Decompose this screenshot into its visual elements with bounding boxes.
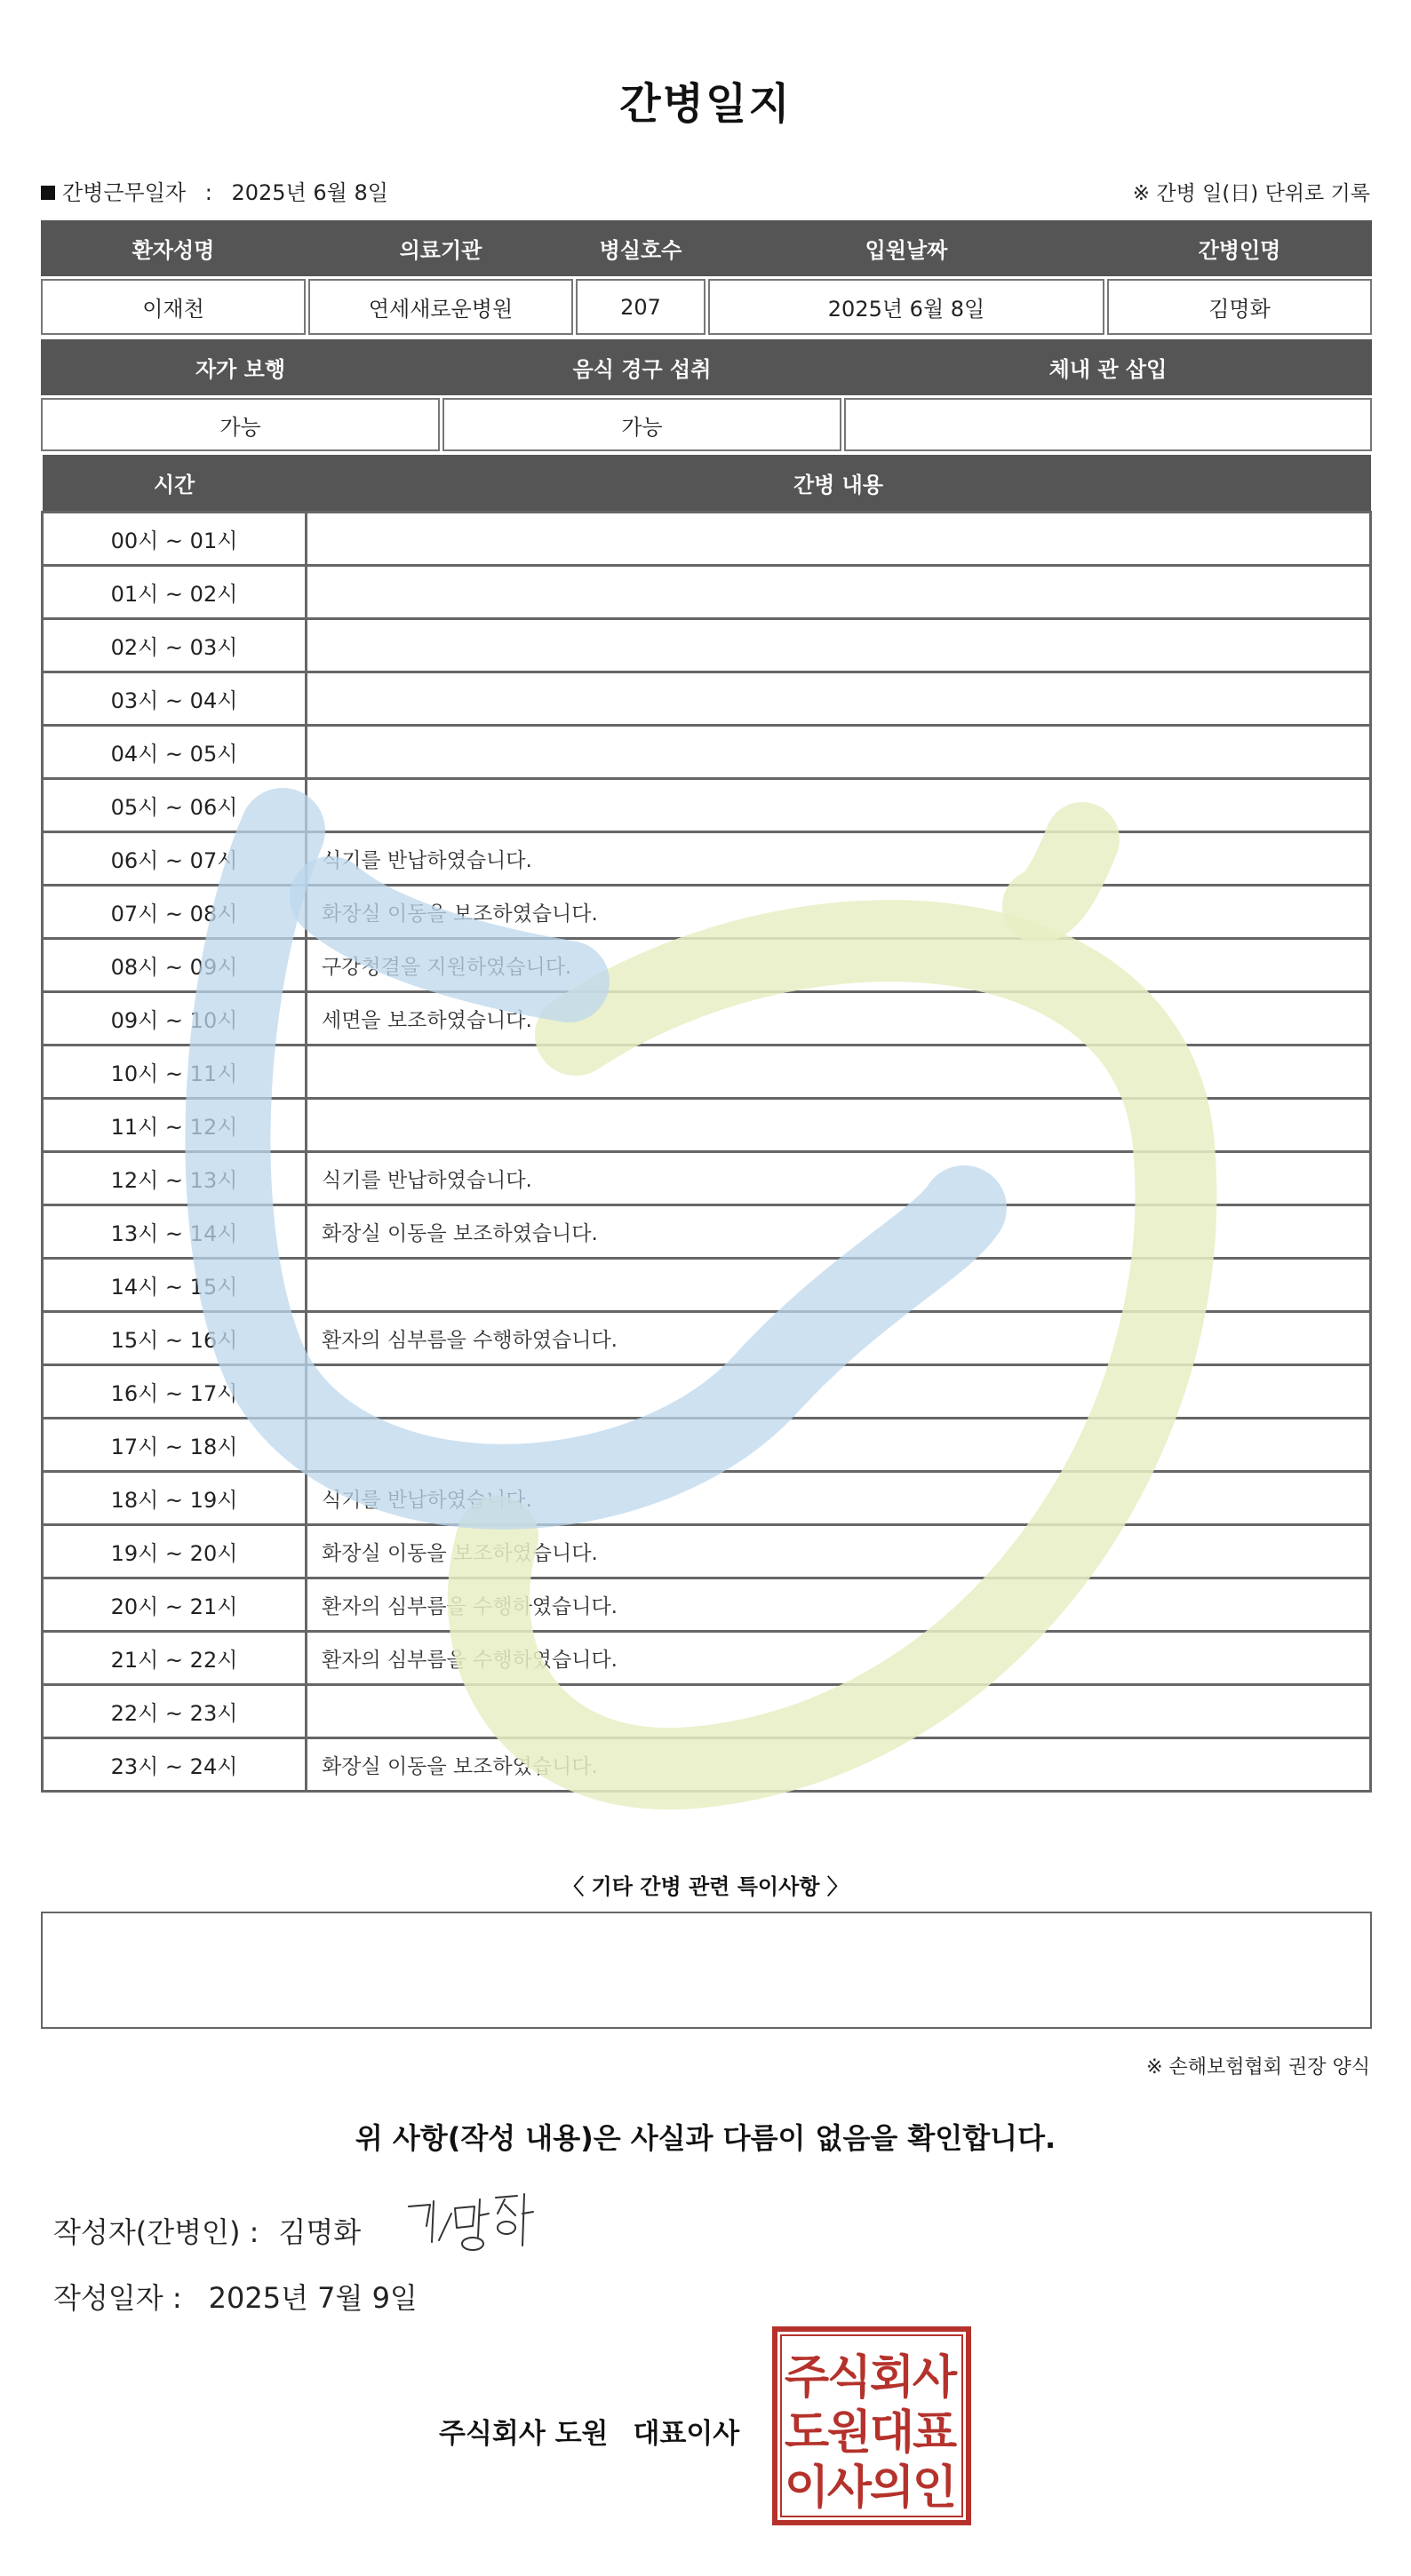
row-care-note <box>307 513 1371 566</box>
row-time: 21시 ~ 22시 <box>43 1632 307 1685</box>
row-time: 09시 ~ 10시 <box>43 992 307 1046</box>
row-time: 05시 ~ 06시 <box>43 779 307 832</box>
row-time: 12시 ~ 13시 <box>43 1152 307 1205</box>
writer-line <box>53 2210 361 2251</box>
row-care-note: 환자의 심부름을 수행하였습니다. <box>307 1578 1371 1632</box>
care-log-row <box>43 1578 1371 1632</box>
row-time: 10시 ~ 11시 <box>43 1046 307 1099</box>
row-time: 03시 ~ 04시 <box>43 672 307 726</box>
care-log-row <box>43 1419 1371 1472</box>
row-care-note: 식기를 반납하였습니다. <box>307 1152 1371 1205</box>
svg-text:인: 인 <box>912 2461 958 2515</box>
care-log-row <box>43 566 1371 619</box>
care-log-row <box>43 832 1371 886</box>
svg-text:표: 표 <box>912 2406 958 2460</box>
row-time: 07시 ~ 08시 <box>43 886 307 939</box>
row-care-note: 식기를 반납하였습니다. <box>307 832 1371 886</box>
care-log-row <box>43 886 1371 939</box>
svg-text:회: 회 <box>869 2351 915 2405</box>
company-seal-stamp <box>771 2326 972 2526</box>
write-date-label: 작성일자 : <box>53 2281 182 2315</box>
row-care-note <box>307 726 1371 779</box>
company-line <box>439 2411 739 2451</box>
room-value: 207 <box>576 279 706 335</box>
header-tube-insertion: 체내 관 삽입 <box>844 339 1372 395</box>
row-care-note: 식기를 반납하였습니다. <box>307 1472 1371 1525</box>
row-time: 08시 ~ 09시 <box>43 939 307 992</box>
document-title: 간병일지 <box>619 79 792 129</box>
care-log-row <box>43 513 1371 566</box>
care-log-row <box>43 1365 1371 1419</box>
hospital-value: 연세새로운병원 <box>308 279 573 335</box>
confirmation-statement: 위 사항(작성 내용)은 사실과 다름이 없음을 확인합니다. <box>355 2121 1056 2155</box>
row-time: 14시 ~ 15시 <box>43 1259 307 1312</box>
svg-text:식: 식 <box>826 2351 873 2405</box>
svg-text:주: 주 <box>784 2351 830 2405</box>
header-admission-date: 입원날짜 <box>708 220 1104 276</box>
header-care-content: 간병 내용 <box>307 455 1371 513</box>
svg-text:사: 사 <box>826 2461 873 2515</box>
svg-text:도: 도 <box>784 2406 830 2460</box>
row-time: 23시 ~ 24시 <box>43 1738 307 1792</box>
svg-text:사: 사 <box>912 2351 958 2405</box>
care-log-row <box>43 619 1371 672</box>
row-care-note <box>307 672 1371 726</box>
care-log-row <box>43 992 1371 1046</box>
row-time: 20시 ~ 21시 <box>43 1578 307 1632</box>
care-log-row <box>43 726 1371 779</box>
svg-text:이: 이 <box>784 2461 830 2515</box>
writer-name: 김명화 <box>278 2215 362 2249</box>
row-care-note <box>307 1685 1371 1738</box>
recommendation-note: ※ 손해보험협회 권장 양식 <box>1146 2056 1370 2079</box>
ability-info-table <box>41 339 1372 451</box>
row-care-note <box>307 1365 1371 1419</box>
row-care-note <box>307 1419 1371 1472</box>
other-notes-box <box>41 1912 1372 2029</box>
header-time: 시간 <box>43 455 307 513</box>
row-care-note <box>307 619 1371 672</box>
handwritten-signature <box>400 2187 551 2258</box>
oral-intake-value: 가능 <box>442 398 841 451</box>
svg-text:의: 의 <box>869 2461 915 2515</box>
row-time: 22시 ~ 23시 <box>43 1685 307 1738</box>
row-care-note: 세면을 보조하였습니다. <box>307 992 1371 1046</box>
other-notes-title: 〈 기타 간병 관련 특이사항 〉 <box>562 1874 849 1899</box>
black-square-icon <box>41 186 55 200</box>
row-care-note: 환자의 심부름을 수행하였습니다. <box>307 1632 1371 1685</box>
row-care-note: 구강청결을 지원하였습니다. <box>307 939 1371 992</box>
header-self-walking: 자가 보행 <box>41 339 440 395</box>
row-time: 17시 ~ 18시 <box>43 1419 307 1472</box>
care-log-row <box>43 1738 1371 1792</box>
work-date-line <box>41 175 388 206</box>
row-time: 01시 ~ 02시 <box>43 566 307 619</box>
row-time: 15시 ~ 16시 <box>43 1312 307 1365</box>
header-caregiver: 간병인명 <box>1107 220 1372 276</box>
ceo-title: 대표이사 <box>633 2418 740 2450</box>
row-time: 00시 ~ 01시 <box>43 513 307 566</box>
care-log-row <box>43 1685 1371 1738</box>
header-room: 병실호수 <box>576 220 706 276</box>
row-time: 11시 ~ 12시 <box>43 1099 307 1152</box>
row-care-note: 환자의 심부름을 수행하였습니다. <box>307 1312 1371 1365</box>
header-oral-intake: 음식 경구 섭취 <box>442 339 841 395</box>
work-date-value: 2025년 6월 8일 <box>231 180 388 205</box>
unit-note: ※ 간병 일(日) 단위로 기록 <box>1132 182 1370 205</box>
row-time: 06시 ~ 07시 <box>43 832 307 886</box>
row-care-note: 화장실 이동을 보조하였습니다. <box>307 886 1371 939</box>
svg-text:대: 대 <box>869 2406 915 2460</box>
write-date-value: 2025년 7월 9일 <box>208 2281 418 2315</box>
row-time: 18시 ~ 19시 <box>43 1472 307 1525</box>
header-patient-name: 환자성명 <box>41 220 306 276</box>
work-date-label: 간병근무일자 <box>62 180 187 205</box>
care-log-row <box>43 779 1371 832</box>
patient-name-value: 이재천 <box>41 279 306 335</box>
patient-info-table <box>41 220 1372 335</box>
care-log-row <box>43 1099 1371 1152</box>
row-time: 13시 ~ 14시 <box>43 1205 307 1259</box>
row-care-note <box>307 566 1371 619</box>
care-log-row <box>43 1472 1371 1525</box>
write-date-line <box>53 2276 418 2317</box>
care-log-table <box>41 455 1372 1793</box>
care-log-row <box>43 1632 1371 1685</box>
admission-date-value: 2025년 6월 8일 <box>708 279 1104 335</box>
company-name: 주식회사 도원 <box>439 2418 609 2450</box>
care-log-row <box>43 1152 1371 1205</box>
care-log-body <box>43 513 1371 1792</box>
care-log-row <box>43 1205 1371 1259</box>
row-care-note: 화장실 이동을 보조하였습니다. <box>307 1205 1371 1259</box>
work-date-separator: : <box>204 180 212 205</box>
svg-text:원: 원 <box>826 2406 873 2460</box>
row-care-note <box>307 1259 1371 1312</box>
care-log-header-row <box>43 455 1371 513</box>
header-hospital: 의료기관 <box>308 220 573 276</box>
care-log-row <box>43 1046 1371 1099</box>
row-care-note: 화장실 이동을 보조하였습니다. <box>307 1525 1371 1578</box>
row-time: 16시 ~ 17시 <box>43 1365 307 1419</box>
care-log-row <box>43 1259 1371 1312</box>
row-time: 19시 ~ 20시 <box>43 1525 307 1578</box>
row-time: 02시 ~ 03시 <box>43 619 307 672</box>
care-log-row <box>43 1312 1371 1365</box>
self-walking-value: 가능 <box>41 398 440 451</box>
tube-insertion-value <box>844 398 1372 451</box>
writer-label: 작성자(간병인) : <box>53 2215 259 2249</box>
row-time: 04시 ~ 05시 <box>43 726 307 779</box>
row-care-note <box>307 1046 1371 1099</box>
row-care-note: 화장실 이동을 보조하였습니다. <box>307 1738 1371 1792</box>
row-care-note <box>307 779 1371 832</box>
care-log-row <box>43 672 1371 726</box>
caregiver-value: 김명화 <box>1107 279 1372 335</box>
row-care-note <box>307 1099 1371 1152</box>
care-log-row <box>43 939 1371 992</box>
care-log-row <box>43 1525 1371 1578</box>
